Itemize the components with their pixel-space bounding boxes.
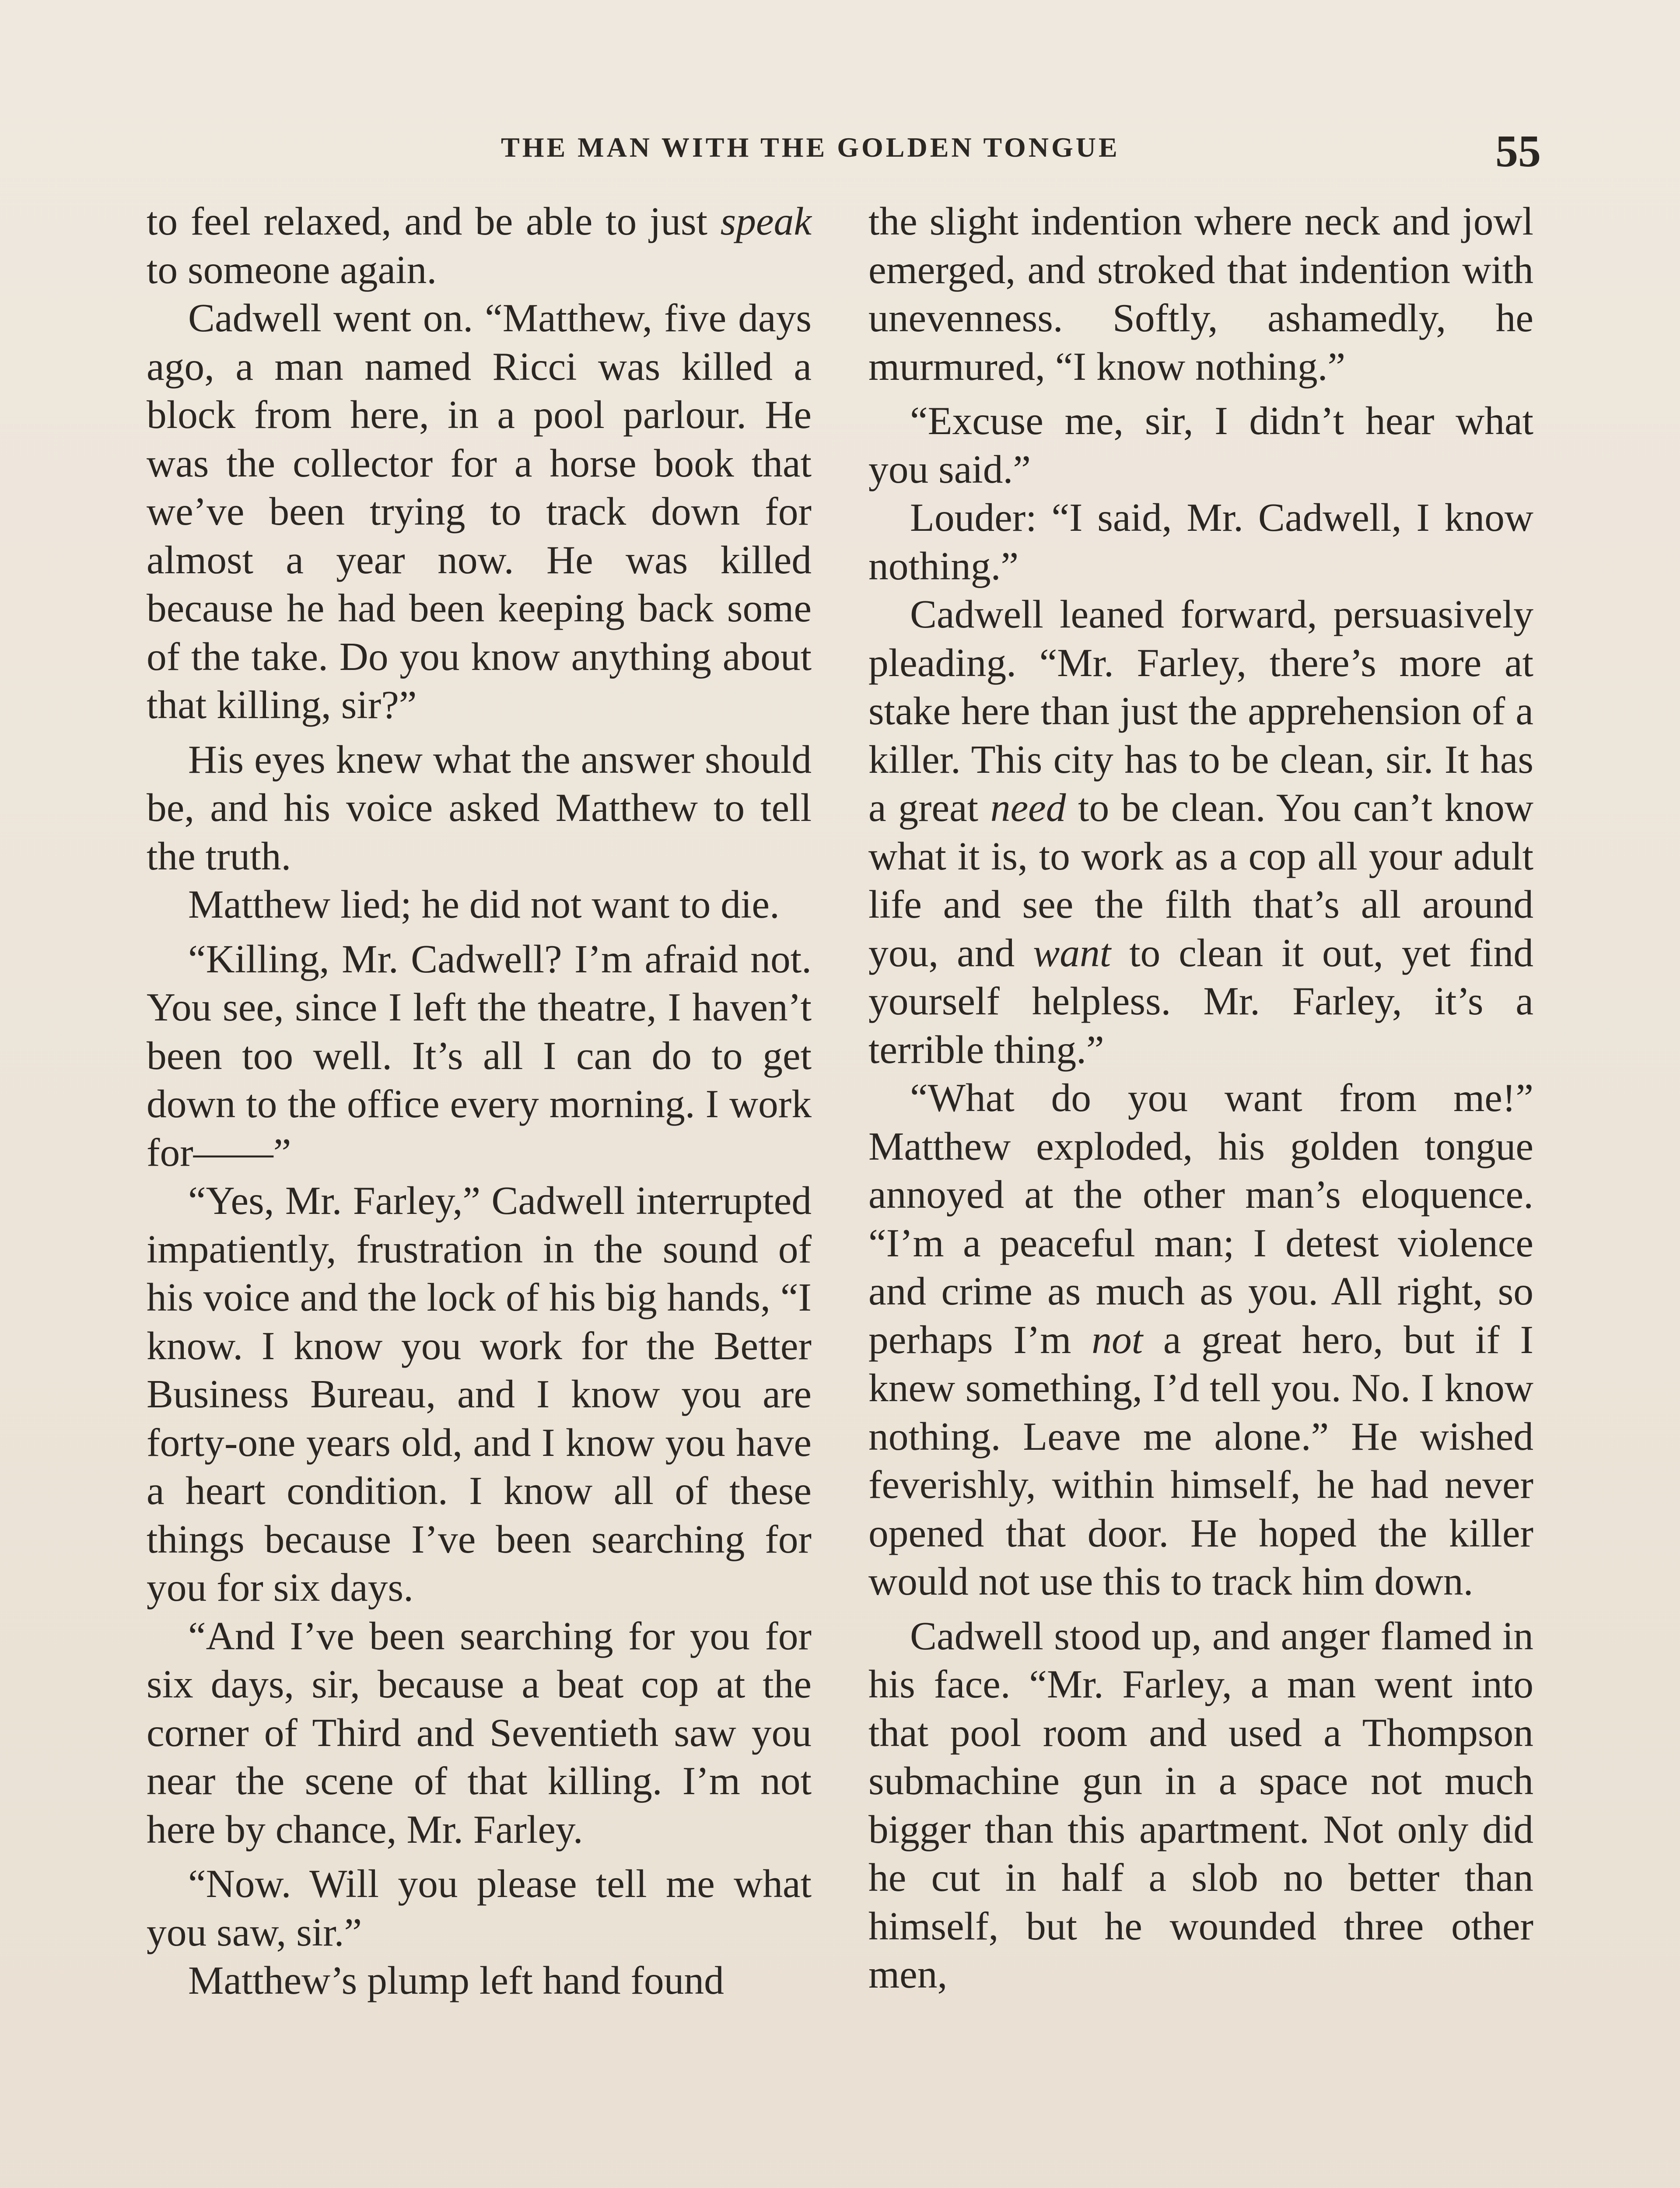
paragraph: “Yes, Mr. Farley,” Cadwell interrupted impatiently, frustration in the sound of his voice and the lock of his big hands, “I know. I know you work for the Better Business Bureau, and I know you are forty-one years old, and I know you have a heart condition. I know all of these things because I’ve been searching for you for six days. <box>147 1178 812 1609</box>
paragraph: Matthew lied; he did not want to die. <box>188 882 780 926</box>
italic-emphasis: want <box>1033 930 1111 975</box>
paragraph: His eyes knew what the answer should be, and his voice asked Matthew to tell the truth. <box>147 736 812 878</box>
paragraph: to feel relaxed, and be able to just speak to someone again. <box>147 199 812 292</box>
paragraph: “Killing, Mr. Cadwell? I’m afraid not. You see, since I left the theatre, I haven’t been too well. It’s all I can do to get down to the office every morning. I work for——” <box>147 936 812 1175</box>
paragraph: “Excuse me, sir, I didn’t hear what you said.” <box>868 398 1533 491</box>
italic-emphasis: need <box>990 785 1066 830</box>
left-text-column <box>147 197 812 2005</box>
italic-emphasis: speak <box>720 199 812 243</box>
running-head-title: THE MAN WITH THE GOLDEN TONGUE <box>501 132 1120 163</box>
paragraph: Cadwell stood up, and anger flamed in his face. “Mr. Farley, a man went into that pool room and used a Thompson submachine gun in a space not much bigger than this apartment. Not only did he cut in half a slob no better than himself, but he wounded three other men, <box>868 1613 1533 1996</box>
paragraph: Cadwell went on. “Matthew, five days ago, a man named Ricci was killed a block from here, in a pool parlour. He was the collector for a horse book that we’ve been trying to track down for almost a year now. He was killed because he had been keeping back some of the take. Do you know anything about that killing, sir?” <box>147 295 812 727</box>
paragraph: “And I’ve been searching for you for six days, sir, because a beat cop at the corner of Third and Seventieth saw you near the scene of that killing. I’m not here by chance, Mr. Farley. <box>147 1613 812 1851</box>
paragraph: Louder: “I said, Mr. Cadwell, I know nothing.” <box>868 495 1533 588</box>
paragraph: Matthew’s plump left hand found <box>188 1958 724 2002</box>
paragraph: Cadwell leaned forward, persuasively pleading. “Mr. Farley, there’s more at stake here than just the apprehension of a killer. This city has to be clean, sir. It has a great need to be clean. You can’t know what it is, to work as a cop all your adult life and see the filth that’s all around you, and want to clean it out, yet find yourself helpless. Mr. Farley, it’s a terrible thing.” <box>868 592 1534 1072</box>
italic-emphasis: not <box>1092 1317 1143 1362</box>
paragraph: “What do you want from me!” Matthew exploded, his golden tongue annoyed at the other man’s eloquence. “I’m a peaceful man; I detest violence and crime as much as you. All right, so perhaps I’m not a great hero, but if I knew something, I’d tell you. No. I know nothing. Leave me alone.” He wished feverishly, within himself, he had never opened that door. He hoped the killer would not use this to track him down. <box>868 1075 1533 1603</box>
right-text-column <box>868 197 1533 1999</box>
paragraph: the slight indention where neck and jowl emerged, and stroked that indention with unevenness. Softly, ashamedly, he murmured, “I know nothing.” <box>868 199 1533 389</box>
page-number: 55 <box>1495 126 1541 176</box>
paragraph: “Now. Will you please tell me what you saw, sir.” <box>147 1861 812 1954</box>
